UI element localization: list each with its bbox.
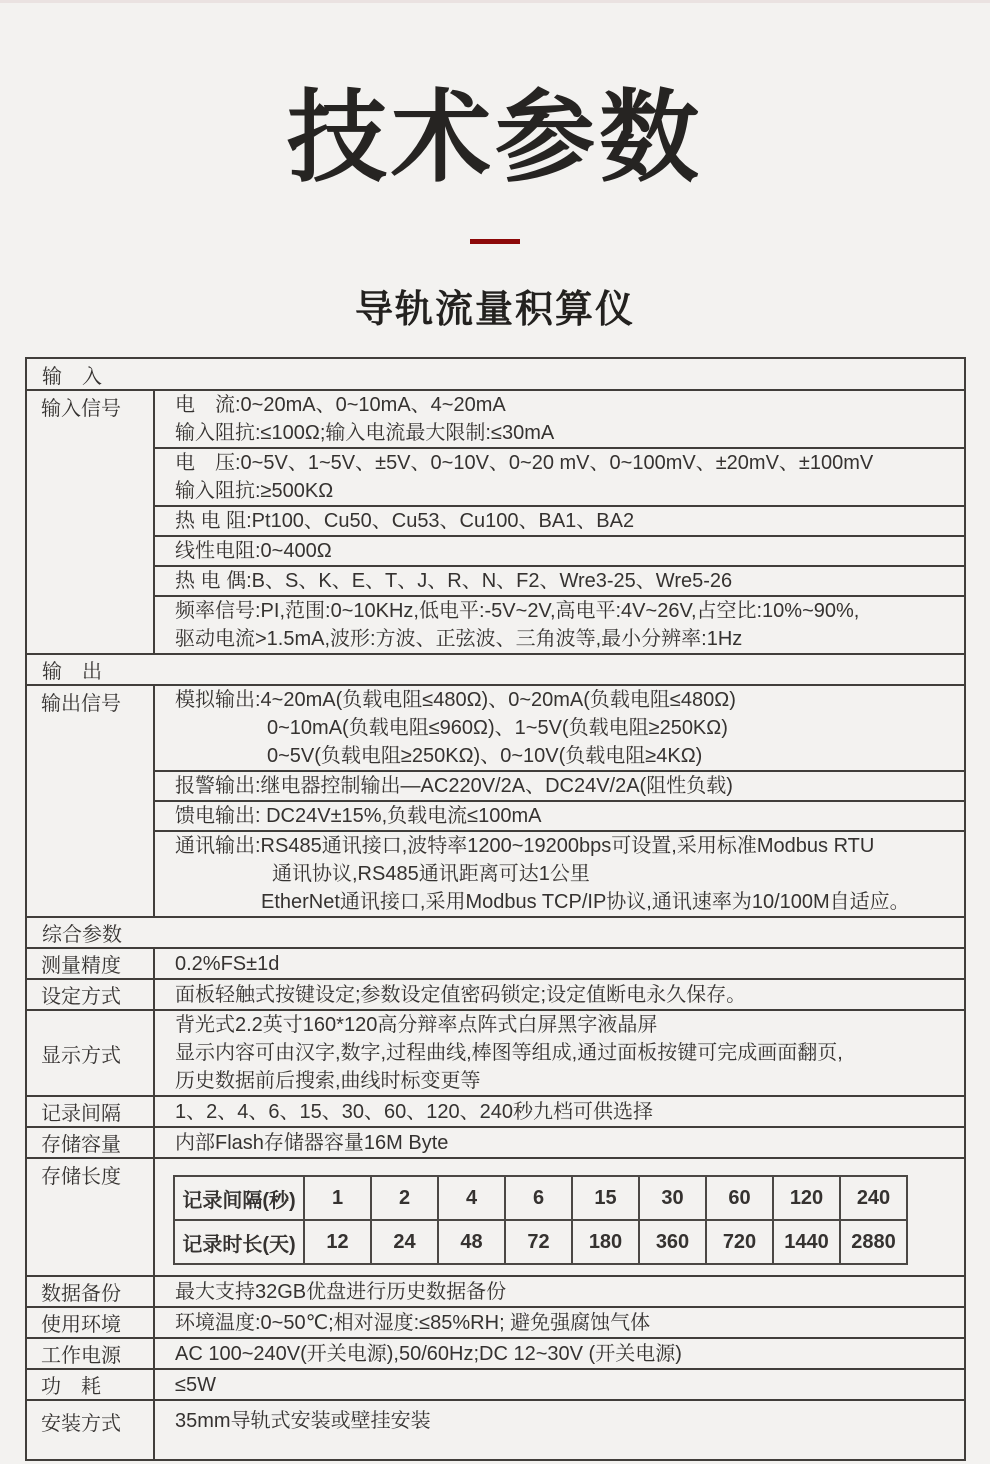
row-label bbox=[27, 1308, 155, 1337]
section-row bbox=[27, 359, 964, 389]
storage-value-cell: 60 bbox=[706, 1176, 773, 1220]
row-content bbox=[155, 1370, 964, 1399]
row-label-text: 数据备份 bbox=[41, 1283, 121, 1305]
page-top-strip bbox=[0, 0, 990, 3]
row-label bbox=[27, 1128, 155, 1157]
row-label-text: 设定方式 bbox=[41, 986, 121, 1008]
storage-value-cell: 720 bbox=[706, 1220, 773, 1264]
storage-header-cell: 记录间隔(秒) bbox=[174, 1176, 304, 1220]
spec-line: 热 电 阻:Pt100、Cu50、Cu53、Cu100、BA1、BA2 bbox=[175, 510, 635, 532]
spec-row bbox=[27, 1368, 964, 1399]
spec-line: EtherNet通讯接口,采用Modbus TCP/IP协议,通讯速率为10/100M自适应。 bbox=[261, 891, 910, 913]
row-content bbox=[155, 1159, 964, 1275]
row-label bbox=[27, 1370, 155, 1399]
spec-line: 通讯协议,RS485通讯距离可达1公里 bbox=[272, 863, 590, 885]
storage-table-row bbox=[174, 1220, 907, 1264]
row-content bbox=[155, 1011, 964, 1095]
spec-line: 报警输出:继电器控制输出—AC220V/2A、DC24V/2A(阻性负载) bbox=[175, 775, 733, 797]
spec-line: 面板轻触式按键设定;参数设定值密码锁定;设定值断电永久保存。 bbox=[175, 983, 747, 1006]
storage-value-cell: 360 bbox=[639, 1220, 706, 1264]
spec-line: 频率信号:PI,范围:0~10KHz,低电平:-5V~2V,高电平:4V~26V,占空比:10%~90%, bbox=[175, 600, 860, 622]
spec-line: 输入阻抗:≥500KΩ bbox=[175, 480, 334, 502]
spec-row bbox=[27, 1399, 964, 1459]
storage-value-cell: 30 bbox=[639, 1176, 706, 1220]
storage-value-cell: 6 bbox=[505, 1176, 572, 1220]
spec-line: 通讯输出:RS485通讯接口,波特率1200~19200bps可设置,采用标准Modbus RTU bbox=[175, 835, 875, 857]
spec-line: 最大支持32GB优盘进行历史数据备份 bbox=[175, 1280, 507, 1303]
storage-row bbox=[27, 1157, 964, 1275]
row-content bbox=[155, 1339, 964, 1368]
row-content bbox=[155, 1401, 964, 1459]
row-label-text: 安装方式 bbox=[41, 1413, 121, 1435]
spec-line: 输入阻抗:≤100Ω;输入电流最大限制:≤30mA bbox=[175, 422, 555, 444]
spec-row bbox=[27, 947, 964, 978]
spec-subrow bbox=[155, 830, 964, 916]
row-label-text: 输入信号 bbox=[41, 398, 121, 420]
storage-value-cell: 120 bbox=[773, 1176, 840, 1220]
storage-value-cell: 180 bbox=[572, 1220, 639, 1264]
row-label bbox=[27, 949, 155, 978]
spec-line: 环境温度:0~50℃;相对湿度:≤85%RH; 避免强腐蚀气体 bbox=[175, 1311, 651, 1334]
spec-subrow bbox=[155, 505, 964, 535]
spec-line: 0~10mA(负载电阻≤960Ω)、1~5V(负载电阻≥250KΩ) bbox=[267, 717, 728, 739]
section-label: 综合参数 bbox=[42, 924, 122, 946]
spec-subrow bbox=[155, 595, 964, 653]
spec-line: 0~5V(负载电阻≥250KΩ)、0~10V(负载电阻≥4KΩ) bbox=[267, 745, 703, 767]
spec-line: 热 电 偶:B、S、K、E、T、J、R、N、F2、Wre3-25、Wre5-26 bbox=[175, 570, 733, 592]
row-content bbox=[155, 1128, 964, 1157]
title-divider bbox=[470, 239, 520, 244]
row-content bbox=[155, 391, 964, 653]
row-label bbox=[27, 980, 155, 1009]
storage-value-cell: 1440 bbox=[773, 1220, 840, 1264]
row-label-text: 使用环境 bbox=[41, 1314, 121, 1336]
section-row bbox=[27, 653, 964, 684]
row-label-text: 工作电源 bbox=[41, 1345, 121, 1367]
row-label-text: 存储长度 bbox=[41, 1166, 121, 1188]
row-label-text: 输出信号 bbox=[41, 693, 121, 715]
spec-row bbox=[27, 1275, 964, 1306]
spec-line: 35mm导轨式安装或壁挂安装 bbox=[175, 1410, 431, 1432]
spec-subrow bbox=[155, 447, 964, 505]
spec-row bbox=[27, 1126, 964, 1157]
storage-value-cell: 4 bbox=[438, 1176, 505, 1220]
spec-subrow bbox=[155, 686, 964, 770]
section-label: 输 入 bbox=[42, 365, 102, 388]
spec-group-row bbox=[27, 684, 964, 916]
row-label-text: 测量精度 bbox=[41, 955, 121, 977]
spec-row bbox=[27, 1095, 964, 1126]
spec-line: 电 流:0~20mA、0~10mA、4~20mA bbox=[175, 394, 506, 416]
row-label-text: 功 耗 bbox=[41, 1376, 101, 1398]
storage-value-cell: 72 bbox=[505, 1220, 572, 1264]
spec-row bbox=[27, 1009, 964, 1095]
spec-subrow bbox=[155, 800, 964, 830]
spec-group-row bbox=[27, 389, 964, 653]
row-label bbox=[27, 1097, 155, 1126]
storage-value-cell: 15 bbox=[572, 1176, 639, 1220]
spec-line: 电 压:0~5V、1~5V、±5V、0~10V、0~20 mV、0~100mV、±20mV、±100mV bbox=[175, 452, 874, 474]
spec-line: 背光式2.2英寸160*120高分辩率点阵式白屏黑字液晶屏 bbox=[175, 1014, 658, 1036]
storage-value-cell: 2880 bbox=[840, 1220, 907, 1264]
spec-line: 内部Flash存储器容量16M Byte bbox=[175, 1131, 449, 1154]
row-label bbox=[27, 686, 155, 916]
row-label bbox=[27, 1011, 155, 1095]
spec-row bbox=[27, 1337, 964, 1368]
section-label: 输 出 bbox=[42, 661, 102, 683]
row-label-text: 存储容量 bbox=[41, 1134, 121, 1156]
spec-row bbox=[27, 978, 964, 1009]
storage-value-cell: 240 bbox=[840, 1176, 907, 1220]
row-label bbox=[27, 1159, 155, 1275]
spec-line: 驱动电流>1.5mA,波形:方波、正弦波、三角波等,最小分辨率:1Hz bbox=[175, 628, 743, 650]
storage-table bbox=[173, 1175, 908, 1265]
row-label-text: 记录间隔 bbox=[41, 1103, 121, 1125]
spec-subrow bbox=[155, 391, 964, 447]
storage-value-cell: 24 bbox=[371, 1220, 438, 1264]
spec-line: 1、2、4、6、15、30、60、120、240秒九档可供选择 bbox=[175, 1100, 653, 1123]
row-content bbox=[155, 1308, 964, 1337]
spec-line: 显示内容可由汉字,数字,过程曲线,棒图等组成,通过面板按键可完成画面翻页, bbox=[175, 1042, 843, 1064]
row-label bbox=[27, 1339, 155, 1368]
storage-table-row bbox=[174, 1176, 907, 1220]
page-subtitle: 导轨流量积算仪 bbox=[354, 289, 635, 331]
storage-header-cell: 记录时长(天) bbox=[174, 1220, 304, 1264]
page-title: 技术参数 bbox=[287, 82, 703, 194]
section-row bbox=[27, 916, 964, 947]
storage-value-cell: 2 bbox=[371, 1176, 438, 1220]
spec-line: ≤5W bbox=[175, 1373, 216, 1396]
spec-subrow bbox=[155, 565, 964, 595]
row-label bbox=[27, 391, 155, 653]
row-content bbox=[155, 1277, 964, 1306]
spec-line: 馈电输出: DC24V±15%,负载电流≤100mA bbox=[175, 805, 542, 827]
row-label bbox=[27, 1277, 155, 1306]
spec-subrow bbox=[155, 535, 964, 565]
row-label-text: 显示方式 bbox=[41, 1044, 121, 1067]
spec-line: 历史数据前后搜索,曲线时标变更等 bbox=[175, 1070, 481, 1092]
storage-value-cell: 48 bbox=[438, 1220, 505, 1264]
spec-line: AC 100~240V(开关电源),50/60Hz;DC 12~30V (开关电源) bbox=[175, 1342, 682, 1365]
spec-line: 模拟输出:4~20mA(负载电阻≤480Ω)、0~20mA(负载电阻≤480Ω) bbox=[175, 689, 736, 711]
spec-row bbox=[27, 1306, 964, 1337]
spec-subrow bbox=[155, 770, 964, 800]
row-content bbox=[155, 686, 964, 916]
row-content bbox=[155, 949, 964, 978]
row-label bbox=[27, 1401, 155, 1459]
spec-table bbox=[25, 357, 966, 1461]
storage-value-cell: 12 bbox=[304, 1220, 371, 1264]
storage-table-wrap bbox=[155, 1159, 964, 1275]
storage-value-cell: 1 bbox=[304, 1176, 371, 1220]
spec-line: 0.2%FS±1d bbox=[175, 952, 280, 975]
row-content bbox=[155, 1097, 964, 1126]
spec-line: 线性电阻:0~400Ω bbox=[175, 540, 332, 562]
row-content bbox=[155, 980, 964, 1009]
